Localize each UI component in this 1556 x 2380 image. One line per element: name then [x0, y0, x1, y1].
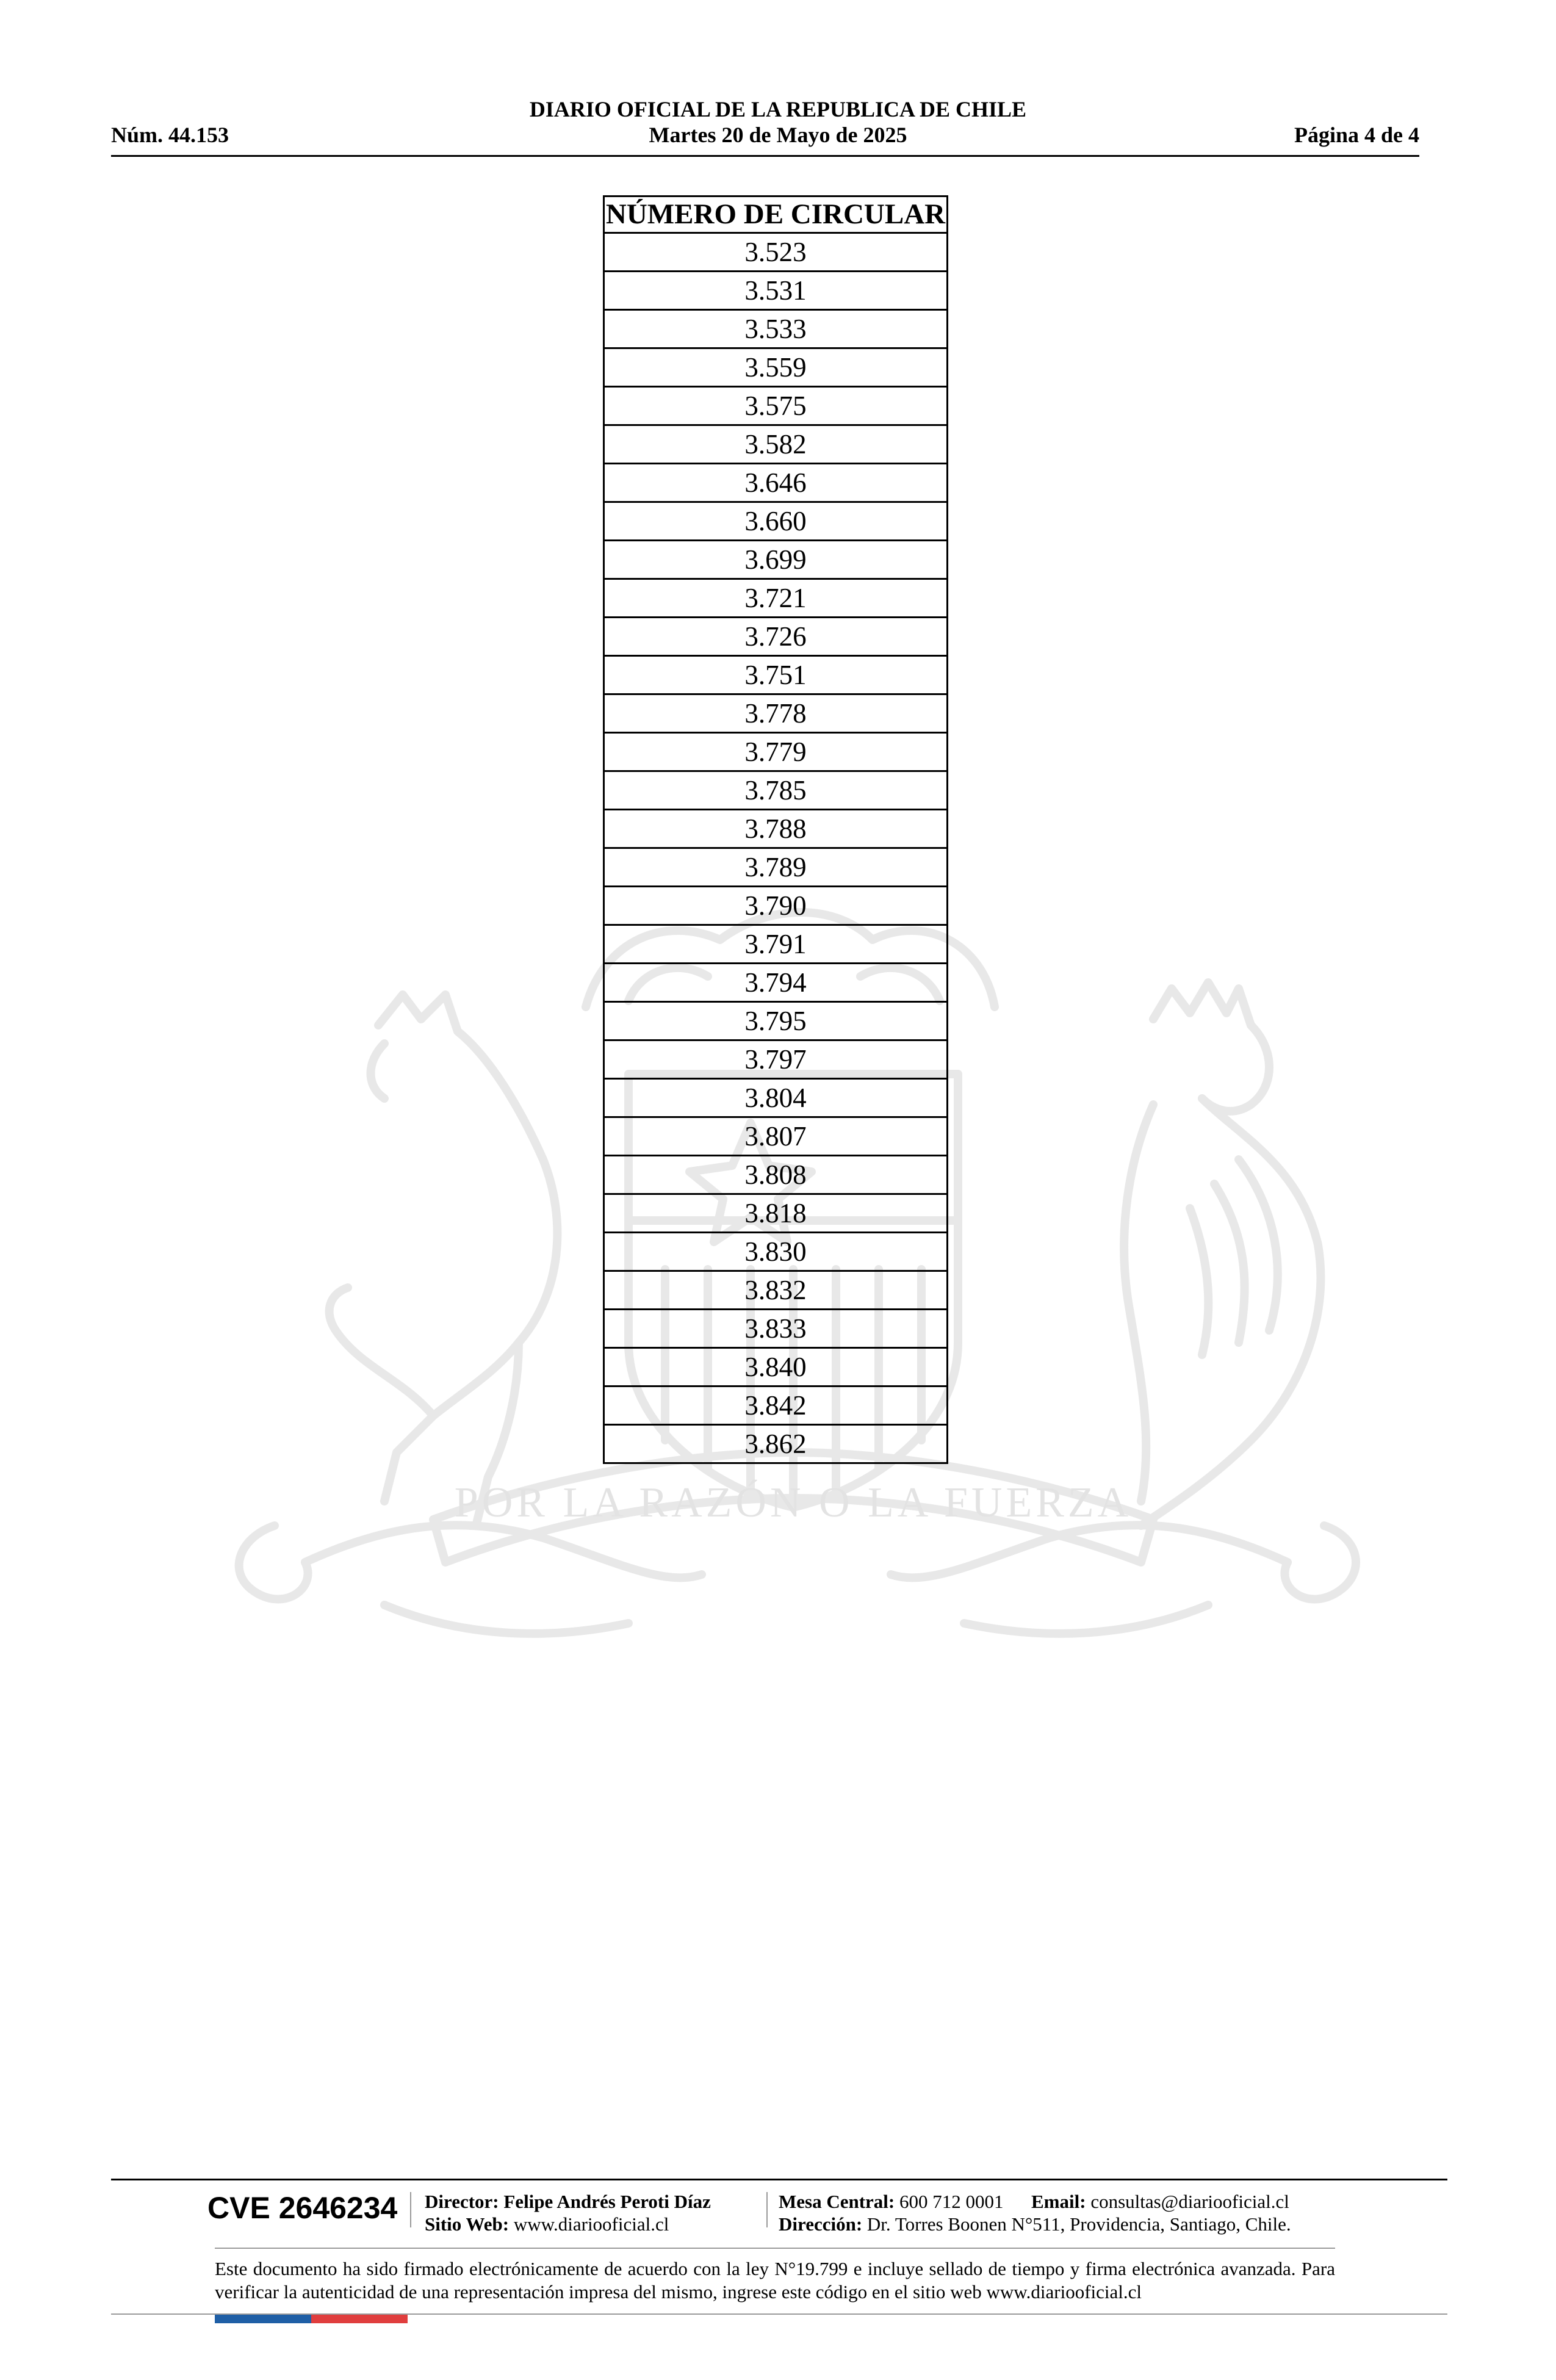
email-link[interactable]: consultas@diariooficial.cl: [1090, 2191, 1289, 2212]
footer-top-divider: [111, 2179, 1447, 2180]
table-row: [604, 733, 948, 771]
address-text: Dr. Torres Boonen N°511, Providencia, Santiago, Chile.: [866, 2213, 1291, 2235]
table-row: [604, 1156, 948, 1194]
circular-number-cell: 3.789: [604, 848, 948, 887]
phone-label: Mesa Central:: [779, 2191, 895, 2212]
circular-number-cell: 3.840: [604, 1348, 948, 1387]
website-line: [425, 2213, 669, 2236]
flag-stripe-blue: [215, 2315, 311, 2323]
circular-number-cell: 3.751: [604, 656, 948, 694]
circular-number-cell: 3.862: [604, 1425, 948, 1463]
table-row: [604, 579, 948, 618]
newspaper-title: DIARIO OFICIAL DE LA REPUBLICA DE CHILE: [529, 97, 1027, 121]
footer-separator: [766, 2192, 768, 2227]
circular-number-cell: 3.559: [604, 348, 948, 387]
table-row: [604, 848, 948, 887]
table-header-row: [604, 197, 948, 233]
director-name: Felipe Andrés Peroti Díaz: [503, 2191, 711, 2212]
table-row: [604, 964, 948, 1002]
table-row: [604, 618, 948, 656]
table-row: [604, 541, 948, 579]
column-header-circular-number: NÚMERO DE CIRCULAR: [604, 197, 948, 233]
table-row: [604, 1310, 948, 1348]
contact-line: [779, 2190, 1289, 2213]
director-line: [425, 2190, 711, 2213]
circular-number-cell: 3.779: [604, 733, 948, 771]
cve-code: CVE 2646234: [207, 2191, 398, 2225]
address-label: Dirección:: [779, 2213, 863, 2235]
table-row: [604, 771, 948, 810]
circular-number-cell: 3.523: [604, 233, 948, 272]
circular-number-cell: 3.795: [604, 1002, 948, 1040]
circular-number-cell: 3.575: [604, 387, 948, 425]
table-row: [604, 1387, 948, 1425]
footer-mid-divider: [215, 2248, 1335, 2249]
table-row: [604, 925, 948, 964]
website-label: Sitio Web:: [425, 2213, 510, 2235]
circular-number-cell: 3.797: [604, 1040, 948, 1079]
circular-number-cell: 3.804: [604, 1079, 948, 1117]
circular-number-cell: 3.582: [604, 425, 948, 464]
circular-number-cell: 3.791: [604, 925, 948, 964]
website-link[interactable]: www.diariooficial.cl: [513, 2213, 669, 2235]
circular-number-cell: 3.660: [604, 502, 948, 541]
circular-number-cell: 3.830: [604, 1233, 948, 1271]
circular-number-cell: 3.807: [604, 1117, 948, 1156]
table-row: [604, 272, 948, 310]
table-row: [604, 810, 948, 848]
circular-number-cell: 3.818: [604, 1194, 948, 1233]
circular-number-cell: 3.794: [604, 964, 948, 1002]
address-line: [779, 2213, 1291, 2236]
circular-number-cell: 3.832: [604, 1271, 948, 1310]
table-row: [604, 348, 948, 387]
table-row: [604, 1348, 948, 1387]
circular-number-cell: 3.726: [604, 618, 948, 656]
table-row: [604, 233, 948, 272]
table-row: [604, 1233, 948, 1271]
circular-number-cell: 3.531: [604, 272, 948, 310]
table-row: [604, 1040, 948, 1079]
table-row: [604, 502, 948, 541]
director-label: Director:: [425, 2191, 499, 2212]
circular-number-cell: 3.533: [604, 310, 948, 348]
flag-stripe-red: [311, 2315, 408, 2323]
circulars-table: [603, 195, 948, 1464]
watermark-motto: POR LA RAZÓN O LA FUERZA: [454, 1479, 1133, 1526]
email-label: Email:: [1031, 2191, 1086, 2212]
circular-number-cell: 3.646: [604, 464, 948, 502]
phone-number: 600 712 0001: [899, 2191, 1004, 2212]
circular-number-cell: 3.721: [604, 579, 948, 618]
table-row: [604, 694, 948, 733]
circular-number-cell: 3.788: [604, 810, 948, 848]
table-row: [604, 387, 948, 425]
header-divider: [111, 155, 1419, 157]
circular-number-cell: 3.833: [604, 1310, 948, 1348]
circular-number-cell: 3.778: [604, 694, 948, 733]
table-row: [604, 1194, 948, 1233]
issue-number: Núm. 44.153: [111, 123, 229, 147]
table-row: [604, 1117, 948, 1156]
legal-notice: Este documento ha sido firmado electrónicamente de acuerdo con la ley N°19.799 e incluye sellado de tiempo y firma electrónica avanzada. Para verificar la autenticidad de una representación impresa del mismo, ingrese este código en el sitio web www.diariooficial.cl: [215, 2258, 1335, 2302]
table-row: [604, 464, 948, 502]
circular-number-cell: 3.842: [604, 1387, 948, 1425]
page-indicator: Página 4 de 4: [1294, 123, 1419, 147]
issue-date: Martes 20 de Mayo de 2025: [649, 123, 907, 147]
circular-number-cell: 3.808: [604, 1156, 948, 1194]
circular-number-cell: 3.785: [604, 771, 948, 810]
table-row: [604, 1079, 948, 1117]
table-row: [604, 656, 948, 694]
table-row: [604, 425, 948, 464]
footer-separator: [410, 2192, 411, 2227]
circular-number-cell: 3.790: [604, 887, 948, 925]
table-row: [604, 1425, 948, 1463]
table-row: [604, 1002, 948, 1040]
table-row: [604, 1271, 948, 1310]
circular-number-cell: 3.699: [604, 541, 948, 579]
table-row: [604, 887, 948, 925]
table-row: [604, 310, 948, 348]
